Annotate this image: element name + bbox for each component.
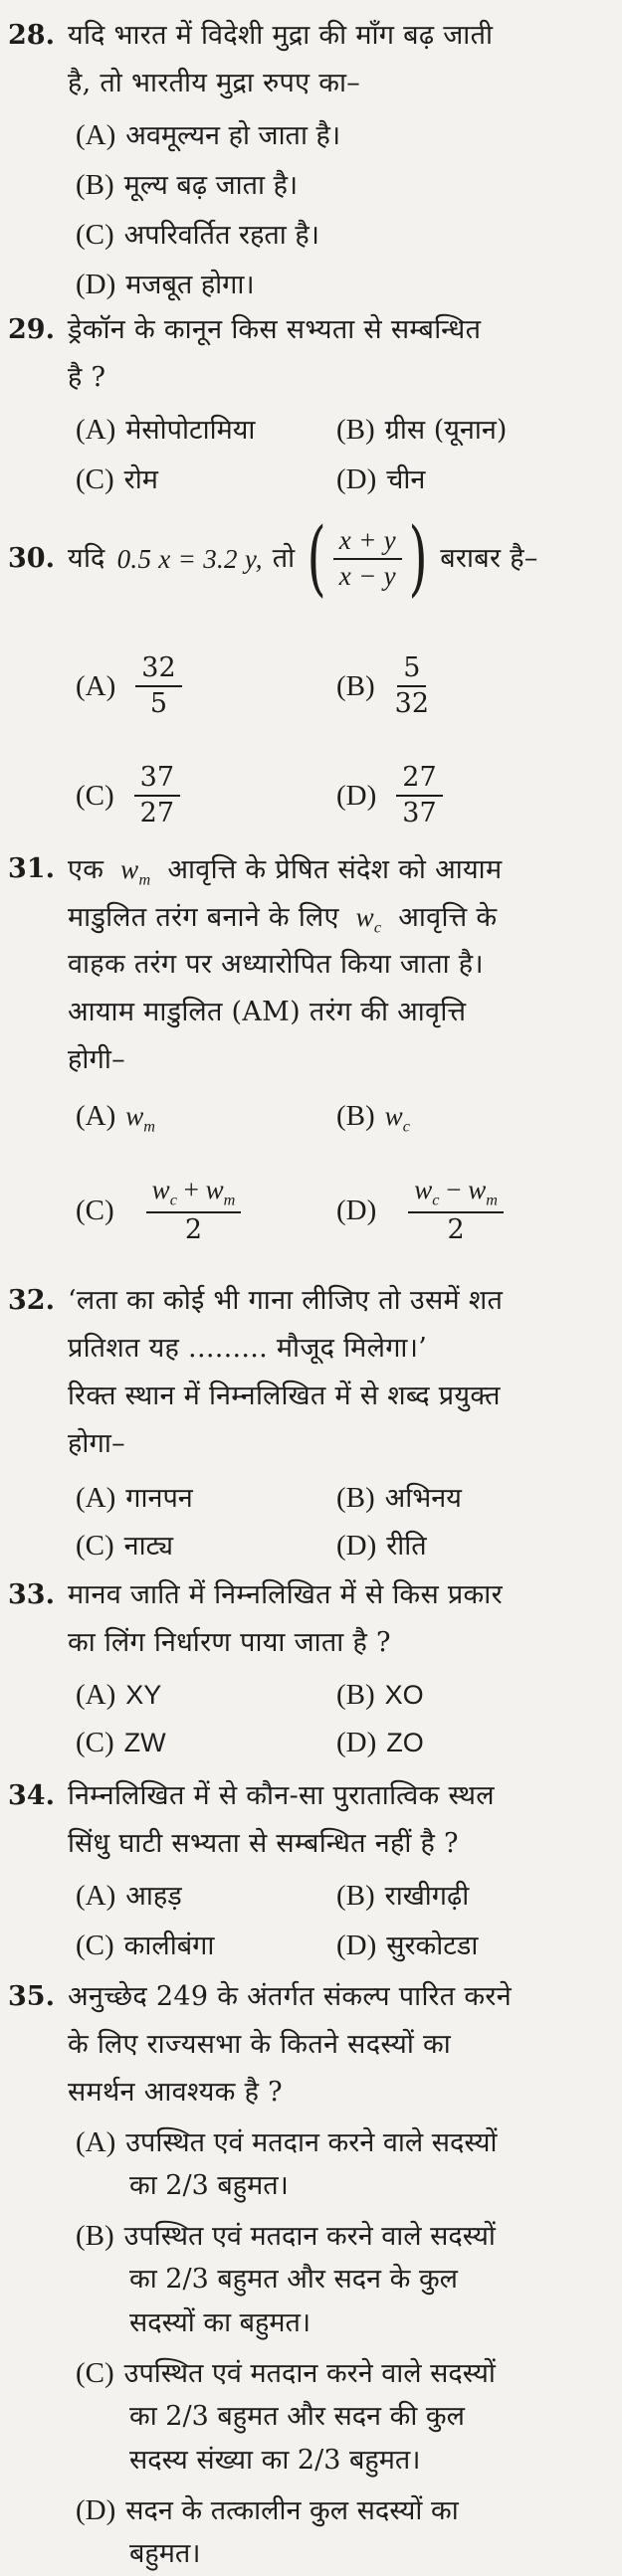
question-number: 28. [8, 20, 55, 51]
option-a: (A) मेसोपोटामिया [76, 414, 256, 446]
question-number: 35. [8, 1981, 55, 2012]
option-c: (C) कालीबंगा [76, 1930, 215, 1961]
option-a: (A) XY [76, 1679, 162, 1711]
option-c-cont: का 2/3 बहुमत और सदन की कुल [129, 2401, 465, 2432]
option-c-cont: सदस्य संख्या का 2/3 बहुमत। [129, 2445, 421, 2476]
question-text-line: समर्थन आवश्यक है ? [68, 2077, 283, 2108]
equation: 0.5 x = 3.2 y, [116, 544, 263, 574]
option-c: (C) $\frac{37}{27}$ [76, 751, 180, 840]
question-text-line: रिक्त स्थान में निम्नलिखित में से शब्द प्रयुक्त [68, 1380, 501, 1411]
question-text-line: होगी– [68, 1044, 125, 1075]
option-a: (A) अवमूल्यन हो जाता है। [76, 119, 341, 151]
option-b-cont: का 2/3 बहुमत और सदन के कुल [129, 2264, 458, 2295]
fraction-expression: ( $\frac{x + y}{x - y}$ ) [307, 511, 428, 606]
option-b: (B) मूल्य बढ़ जाता है। [76, 169, 299, 201]
question-number: 32. [8, 1285, 55, 1316]
question-text-line: वाहक तरंग पर अध्यारोपित किया जाता है। [68, 949, 484, 980]
option-a: (A) $\frac{32}{5}$ [76, 642, 182, 731]
question-number: 33. [8, 1579, 55, 1610]
option-a: (A) $w_m$ [76, 1100, 155, 1136]
option-d-cont: बहुमत। [129, 2538, 201, 2569]
option-b: (B) XO [336, 1679, 424, 1711]
option-a: (A) उपस्थित एवं मतदान करने वाले सदस्यों [76, 2126, 498, 2158]
question-text-line: का लिंग निर्धारण पाया जाता है ? [68, 1627, 391, 1658]
option-a: (A) आहड़ [76, 1880, 182, 1912]
option-c: (C) अपरिवर्तित रहता है। [76, 219, 319, 251]
question-number: 34. [8, 1780, 55, 1811]
question-text-line: सिंधु घाटी सभ्यता से सम्बन्धित नहीं है ? [68, 1828, 459, 1859]
option-b: (B) ग्रीस (यूनान) [336, 414, 508, 446]
option-a: (A) गानपन [76, 1482, 193, 1514]
option-d: (D) $\frac{w_c - w_m}{2}$ [336, 1166, 504, 1255]
option-d: (D) चीन [336, 463, 426, 495]
option-b: (B) अभिनय [336, 1482, 462, 1514]
question-text-line: है ? [68, 362, 106, 393]
question-text-line: ड्रेकॉन के कानून किस सभ्यता से सम्बन्धित [68, 314, 482, 345]
option-b: (B) उपस्थित एवं मतदान करने वाले सदस्यों [76, 2220, 496, 2252]
question-text: तो [272, 543, 296, 574]
question-text-line: अनुच्छेद 249 के अंतर्गत संकल्प पारित करने [68, 1981, 513, 2012]
question-text-line: ‘लता का कोई भी गाना लीजिए तो उसमें शत [68, 1285, 504, 1316]
option-c: (C) ZW [76, 1727, 166, 1758]
question-text-line: मानव जाति में निम्नलिखित में से किस प्रकार [68, 1579, 503, 1610]
question-number: 30. [8, 543, 55, 574]
option-b: (B) $\frac{5}{32}$ [336, 652, 430, 719]
option-b-cont: सदस्यों का बहुमत। [129, 2307, 311, 2338]
option-b: (B) राखीगढ़ी [336, 1880, 470, 1912]
question-text-line: निम्नलिखित में से कौन-सा पुरातात्विक स्थल [68, 1780, 495, 1811]
question-text-line: प्रतिशत यह ......... मौजूद मिलेगा।’ [68, 1333, 428, 1364]
question-text-line: आयाम माडुलित (AM) तरंग की आवृत्ति [68, 997, 467, 1027]
option-b: (B) $w_c$ [336, 1100, 410, 1136]
option-c: (C) $\frac{w_c + w_m}{2}$ [76, 1166, 241, 1255]
option-c: (C) रोम [76, 463, 158, 495]
option-d: (D) ZO [336, 1727, 424, 1758]
question-text-line: होगा– [68, 1428, 125, 1459]
question-number: 29. [8, 314, 55, 345]
question-text-line: यदि भारत में विदेशी मुद्रा की माँग बढ़ जाती [68, 20, 494, 51]
exam-page: 28. यदि भारत में विदेशी मुद्रा की माँग बढ़ जाती है, तो भारतीय मुद्रा रुपए का– (A) अवमूल्यन हो जाता है। (B) मूल्य बढ़ जाता है। (C) अपरिवर्तित रहता है। (D) मजबूत होगा। 29. ड्रेकॉन के कानून किस सभ्यता से सम्बन्धित है ? (A) मेसोपोटामिया (B) ग्रीस (यूनान) (C) रोम (D) चीन 30. यदि 0.5 x = 3.2 y, तो ( $\frac{x + y}{x - y}$ ) बराबर है– (A) $\frac{32}{5}$ (B) $\frac{5}{32}$ (C) $\frac{37}{27}$ (D) $\frac{27}{37}$ 31. एक $w_m$ आवृत्ति के प्रेषित संदेश को आयाम माडुलित तरंग बनाने के लिए $w_c$ आवृत्ति के वाहक तरंग पर अध्यारोपित किया जाता है। आयाम माडुलित (AM) तरंग की आवृत्ति होगी– (A) $w_m$ (B) $w_c$ (C) $\frac{w_c + w_m}{2}$ (D) $\frac{w_c - w_m}{2}$ 32. ‘लता का कोई भी गाना लीजिए तो उसमें शत प्रतिशत यह ......... मौजूद मिलेगा।’ रिक्त स्थान में निम्नलिखित में से शब्द प्रयुक्त होगा– (A) गानपन (B) अभिनय (C) नाट्य (D) रीति 33. मानव जाति में निम्नलिखित में से किस प्रकार का लिंग निर्धारण पाया जाता है ? (A) XY (B) XO (C) ZW (D) ZO 34. निम्नलिखित में से कौन-सा पुरातात्विक स्थल सिंधु घाटी सभ्यता से सम्बन्धित नहीं है ? (A) आहड़ (B) राखीगढ़ी (C) कालीबंगा (D) सुरकोटडा 35. अनुच्छेद 249 के अंतर्गत संकल्प पारित करने के लिए राज्यसभा के कितने सदस्यों का समर्थन आवश्यक है ? (A) उपस्थित एवं मतदान करने वाले सदस्यों का 2/3 बहुमत। (B) उपस्थित एवं मतदान करने वाले सदस्यों का 2/3 बहुमत और सदन के कुल सदस्यों का बहुमत। (C) उपस्थित एवं मतदान करने वाले सदस्यों का 2/3 बहुमत और सदन की कुल सदस्य संख्या का 2/3 बहुमत। (D) सदन के तत्कालीन कुल सदस्यों का बहुमत। [0, 0, 622, 2546]
question-text: यदि [68, 543, 105, 574]
question-text-line: के लिए राज्यसभा के कितने सदस्यों का [68, 2029, 452, 2060]
question-text: बराबर है– [440, 543, 538, 574]
option-c: (C) उपस्थित एवं मतदान करने वाले सदस्यों [76, 2357, 496, 2389]
symbol-w-c: $w_c$ [355, 902, 382, 937]
option-d: (D) मजबूत होगा। [76, 269, 255, 300]
option-c: (C) नाट्य [76, 1530, 174, 1562]
option-d: (D) रीति [336, 1530, 427, 1562]
question-number: 31. [8, 853, 55, 884]
question-text-line: है, तो भारतीय मुद्रा रुपए का– [68, 68, 361, 98]
symbol-w-m: $w_m$ [120, 854, 151, 889]
option-d: (D) $\frac{27}{37}$ [336, 751, 443, 840]
option-d: (D) सुरकोटडा [336, 1930, 479, 1961]
option-a-cont: का 2/3 बहुमत। [129, 2170, 289, 2201]
option-d: (D) सदन के तत्कालीन कुल सदस्यों का [76, 2494, 459, 2526]
